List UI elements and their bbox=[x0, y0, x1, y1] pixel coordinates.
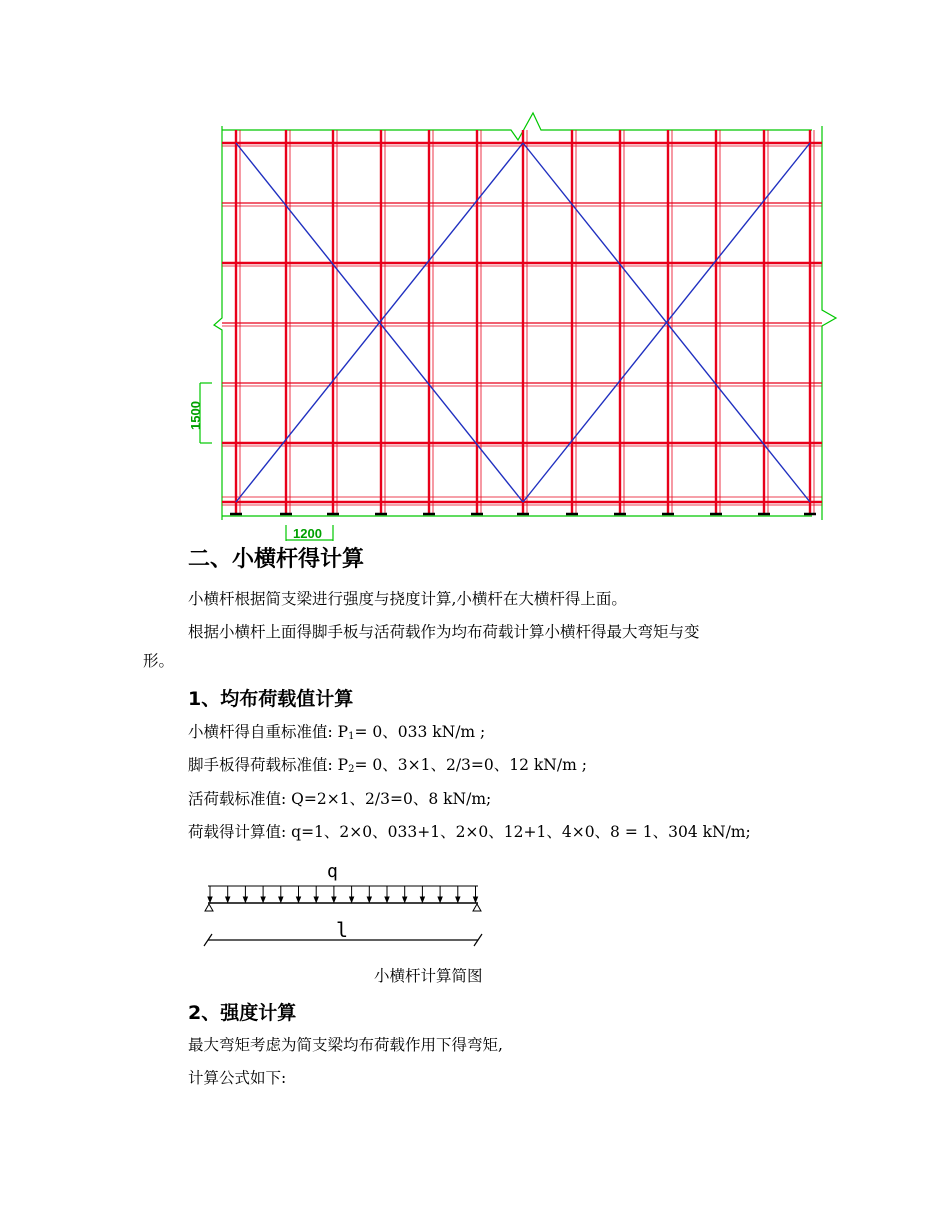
load-live: 活荷载标准值: Q=2×1、2/3=0、8 kN/m; bbox=[188, 790, 492, 808]
load-arrow-head bbox=[226, 897, 230, 902]
support-left bbox=[205, 904, 213, 911]
support-right bbox=[473, 904, 481, 911]
dimension-label-1500: 1500 bbox=[188, 401, 203, 430]
load-arrow-head bbox=[332, 897, 336, 902]
subheading-load: 1、均布荷载值计算 bbox=[188, 688, 354, 710]
intro-paragraph: 小横杆根据简支梁进行强度与挠度计算,小横杆在大横杆得上面。 bbox=[188, 590, 627, 608]
load-arrow-head bbox=[403, 897, 407, 902]
vertical-standards bbox=[236, 130, 814, 513]
load-arrow-head bbox=[350, 897, 354, 902]
distributed-load-arrows bbox=[208, 886, 478, 902]
load-label-q: q bbox=[327, 861, 338, 882]
paragraph-line-2: 形。 bbox=[143, 652, 175, 670]
load-arrow-head bbox=[456, 897, 460, 902]
load-board-suffix: = 0、3×1、2/3=0、12 kN/m ; bbox=[354, 756, 587, 774]
subheading-strength: 2、强度计算 bbox=[188, 1002, 297, 1024]
load-scaffold-board bbox=[188, 755, 587, 780]
load-arrow-head bbox=[474, 897, 478, 902]
load-arrow-head bbox=[314, 897, 318, 902]
load-arrow-head bbox=[243, 897, 247, 902]
diagram-caption: 小横杆计算简图 bbox=[374, 967, 483, 985]
load-arrow-head bbox=[420, 897, 424, 902]
load-arrow-head bbox=[367, 897, 371, 902]
span-label-l: l bbox=[336, 918, 349, 942]
load-arrow-head bbox=[261, 897, 265, 902]
dimension-label-1200: 1200 bbox=[293, 526, 322, 541]
load-self-weight-prefix: 小横杆得自重标准值: P bbox=[188, 723, 349, 741]
load-self-weight-suffix: = 0、033 kN/m ; bbox=[354, 723, 486, 741]
load-arrow-head bbox=[438, 897, 442, 902]
load-design-value: 荷载得计算值: q=1、2×0、033+1、2×0、12+1、4×0、8 = 1、304 kN/m; bbox=[188, 823, 751, 841]
strength-paragraph-2: 计算公式如下: bbox=[188, 1069, 287, 1087]
paragraph-line-1: 根据小横杆上面得脚手板与活荷载作为均布荷载计算小横杆得最大弯矩与变 bbox=[188, 623, 700, 641]
beam-diagram bbox=[0, 855, 950, 955]
load-self-weight-sub: 1 bbox=[348, 731, 355, 742]
strength-paragraph-1: 最大弯矩考虑为简支梁均布荷载作用下得弯矩, bbox=[188, 1036, 503, 1054]
load-arrow-head bbox=[297, 897, 301, 902]
boundary-lines bbox=[214, 113, 836, 520]
scaffold-elevation-drawing bbox=[0, 0, 950, 545]
load-self-weight bbox=[188, 722, 485, 747]
load-arrow-head bbox=[385, 897, 389, 902]
load-board-sub: 2 bbox=[348, 764, 355, 775]
section-heading: 二、小横杆得计算 bbox=[188, 547, 365, 572]
load-board-prefix: 脚手板得荷载标准值: P bbox=[188, 756, 349, 774]
load-arrow-head bbox=[208, 897, 212, 902]
load-arrow-head bbox=[279, 897, 283, 902]
